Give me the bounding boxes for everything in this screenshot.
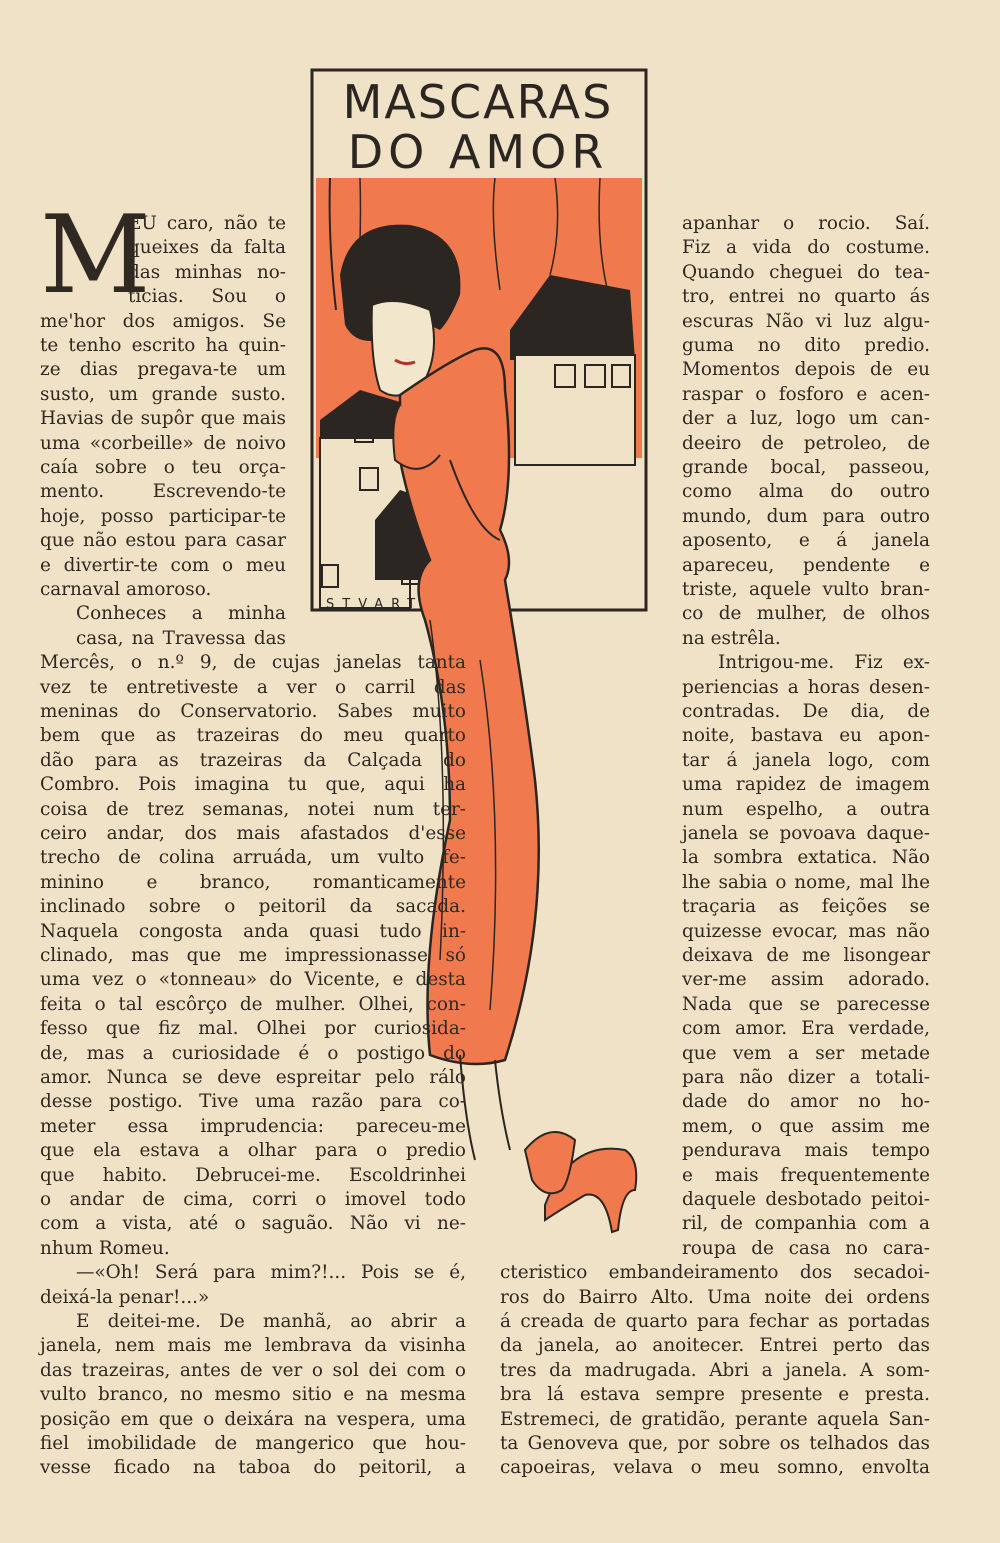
text-line: com amor. Era verdade,	[682, 1018, 930, 1040]
text-line: quizesse evocar, mas não	[682, 920, 930, 942]
text-line: caía sobre o teu orça-	[40, 457, 286, 478]
text-line: Havias de supôr que mais	[40, 408, 286, 430]
text-line: bem que as trazeiras do meu quarto	[40, 725, 466, 747]
text-line: Fiz a vida do costume.	[682, 237, 930, 259]
text-line: ze dias pregava-te um	[40, 359, 286, 381]
text-line: lhe sabia o nome, mal lhe	[682, 871, 930, 893]
text-line: Combro. Pois imagina tu que, aqui ha	[40, 774, 466, 796]
text-line: triste, aquele vulto bran-	[682, 579, 930, 600]
text-line: pendurava mais tempo	[682, 1140, 930, 1162]
text-line: grande bocal, passeou,	[682, 457, 930, 478]
text-line: daquele desbotado peitoi-	[682, 1189, 930, 1210]
text-line: noite, bastava eu apon-	[682, 725, 930, 747]
text-line: das minhas no-	[128, 261, 286, 283]
text-line: Quando cheguei do tea-	[682, 261, 930, 283]
text-line: amor. Nunca se deve espreitar pelo rálo	[40, 1067, 466, 1088]
text-line: guma no dito predio.	[682, 335, 930, 356]
text-line: tro, entrei no quarto ás	[682, 286, 930, 308]
text-line: deixava de me lisongear	[682, 945, 930, 966]
text-line: posição em que o deixára na vespera, uma	[40, 1408, 466, 1430]
text-line: escuras Não vi luz algu-	[682, 310, 930, 332]
text-line: num espelho, a outra	[682, 798, 930, 820]
text-line: janela se povoava daque-	[682, 823, 930, 844]
text-line: traçaria as feições se	[682, 896, 930, 918]
text-line: —«Oh! Será para mim?!... Pois se é,	[76, 1262, 466, 1284]
text-line: deeiro de petroleo, de	[682, 432, 930, 454]
text-line: Estremeci, de gratidão, perante aquela San-	[500, 1408, 930, 1430]
text-line: Naquela congosta anda quasi tudo in-	[40, 920, 466, 942]
text-line: mento. Escrevendo-te	[40, 481, 286, 503]
text-line: uma «corbeille» de noivo	[40, 432, 286, 454]
article-title	[310, 66, 646, 616]
text-line: das trazeiras, antes de ver o sol dei com o	[40, 1359, 466, 1381]
text-line: hoje, posso participar-te	[40, 505, 286, 527]
text-line: te tenho escrito ha quin-	[40, 335, 286, 356]
text-line: dade do amor no ho-	[682, 1091, 930, 1113]
text-line: trecho de colina arruáda, um vulto fe-	[40, 847, 466, 869]
text-line: ticias. Sou o	[128, 286, 286, 308]
text-line: da janela, ao anoitecer. Entrei perto das	[500, 1335, 930, 1357]
text-line: e mais frequentemente	[682, 1164, 930, 1186]
text-line: janela, nem mais me lembrava da visinha	[40, 1335, 466, 1357]
text-line: como alma do outro	[682, 481, 930, 503]
text-line: nhum Romeu.	[40, 1237, 170, 1259]
text-line: de, mas a curiosidade é o postigo do	[40, 1042, 466, 1064]
text-line: co de mulher, de olhos	[682, 603, 930, 625]
text-line: roupa de casa no cara-	[682, 1237, 930, 1259]
text-line: Nada que se parecesse	[682, 993, 930, 1015]
text-line: tres da madrugada. Abri a janela. A som-	[500, 1359, 930, 1381]
text-line: meninas do Conservatorio. Sabes muito	[40, 701, 466, 722]
artist-signature: STVART	[326, 597, 424, 612]
text-line: Conheces a minha	[76, 603, 286, 625]
text-line: Momentos depois de eu	[682, 359, 930, 381]
text-line: inclinado sobre o peitoril da sacada.	[40, 896, 466, 918]
text-line: á creada de quarto para fechar as portadas	[500, 1311, 930, 1332]
text-line: ceiro andar, dos mais afastados d'esse	[40, 823, 466, 844]
text-line: susto, um grande susto.	[40, 383, 286, 405]
text-line: casa, na Travessa das	[76, 627, 286, 649]
text-line: Intrigou-me. Fiz ex-	[718, 652, 930, 674]
text-line: ril, de companhia com a	[682, 1213, 930, 1235]
text-line: vulto branco, no mesmo sitio e na mesma	[40, 1384, 466, 1406]
text-line: uma rapidez de imagem	[682, 774, 930, 796]
text-line: meter essa imprudencia: pareceu-me	[40, 1115, 466, 1137]
text-line: com a vista, até o saguão. Não vi ne-	[40, 1213, 466, 1235]
text-line: Mercês, o n.º 9, de cujas janelas tanta	[40, 652, 466, 674]
text-line: queixes da falta	[128, 237, 286, 259]
text-line: e divertir-te com o meu	[40, 554, 286, 576]
text-line: uma vez o «tonneau» do Vicente, e desta	[40, 969, 466, 991]
text-line: E deitei-me. De manhã, ao abrir a	[76, 1311, 466, 1332]
title-line-2: DO AMOR	[347, 125, 609, 179]
text-line: periencias a horas desen-	[682, 676, 930, 698]
text-line: vez te entretiveste a ver o carril das	[40, 676, 466, 698]
text-line: ver-me assim adorado.	[682, 969, 930, 991]
text-line: que ela estava a olhar para o predio	[40, 1140, 466, 1162]
text-line: que não estou para casar	[40, 530, 286, 552]
text-line: apareceu, pendente e	[682, 554, 930, 576]
text-line: minino e branco, romanticamente	[40, 871, 466, 893]
text-line: vesse ficado na taboa do peitoril, a	[40, 1457, 466, 1479]
text-line: mundo, dum para outro	[682, 505, 930, 527]
text-line: mem, o que assim me	[682, 1115, 930, 1137]
text-line: carnaval amoroso.	[40, 579, 212, 600]
text-line: la sombra extatica. Não	[682, 847, 930, 869]
text-line: fiel imobilidade de mangerico que hou-	[40, 1433, 466, 1454]
text-line: aposento, e á janela	[682, 530, 930, 552]
text-line: na estrêla.	[682, 627, 781, 649]
text-line: me'hor dos amigos. Se	[40, 310, 286, 332]
text-line: ta Genoveva que, por sobre os telhados das	[500, 1433, 930, 1454]
text-line: o andar de cima, corri o imovel todo	[40, 1189, 466, 1210]
text-line: tar á janela logo, com	[682, 749, 930, 771]
text-line: raspar o fosforo e acen-	[682, 383, 930, 405]
text-line: que habito. Debrucei-me. Escoldrinhei	[40, 1164, 466, 1186]
text-line: que vem a ser metade	[682, 1042, 930, 1064]
text-line: dão para as trazeiras da Calçada do	[40, 749, 466, 771]
text-line: fesso que fiz mal. Olhei por curiosida-	[40, 1018, 466, 1040]
text-line: desse postigo. Tive uma razão para co-	[40, 1091, 466, 1113]
text-line: contradas. De dia, de	[682, 701, 930, 722]
text-line: ros do Bairro Alto. Uma noite dei ordens	[500, 1286, 930, 1308]
text-line: deixá-la penar!...»	[40, 1286, 210, 1308]
text-line: cteristico embandeiramento dos secadoi-	[500, 1262, 930, 1284]
text-line: feita o tal escôrço de mulher. Olhei, con-	[40, 993, 466, 1015]
text-line: coisa de trez semanas, notei num ter-	[40, 798, 466, 820]
text-line: clinado, mas que me impressionasse só	[40, 945, 466, 966]
title-line-1: MASCARAS	[342, 75, 614, 129]
text-line: para não dizer a totali-	[682, 1067, 930, 1088]
drop-cap: M	[40, 193, 151, 318]
text-line: bra lá estava sempre presente e presta.	[500, 1384, 930, 1406]
text-line: apanhar o rocio. Saí.	[682, 213, 930, 234]
text-line: capoeiras, velava o meu somno, envolta	[500, 1457, 930, 1479]
text-line: EU caro, não te	[128, 213, 286, 234]
text-line: der a luz, logo um can-	[682, 408, 930, 430]
